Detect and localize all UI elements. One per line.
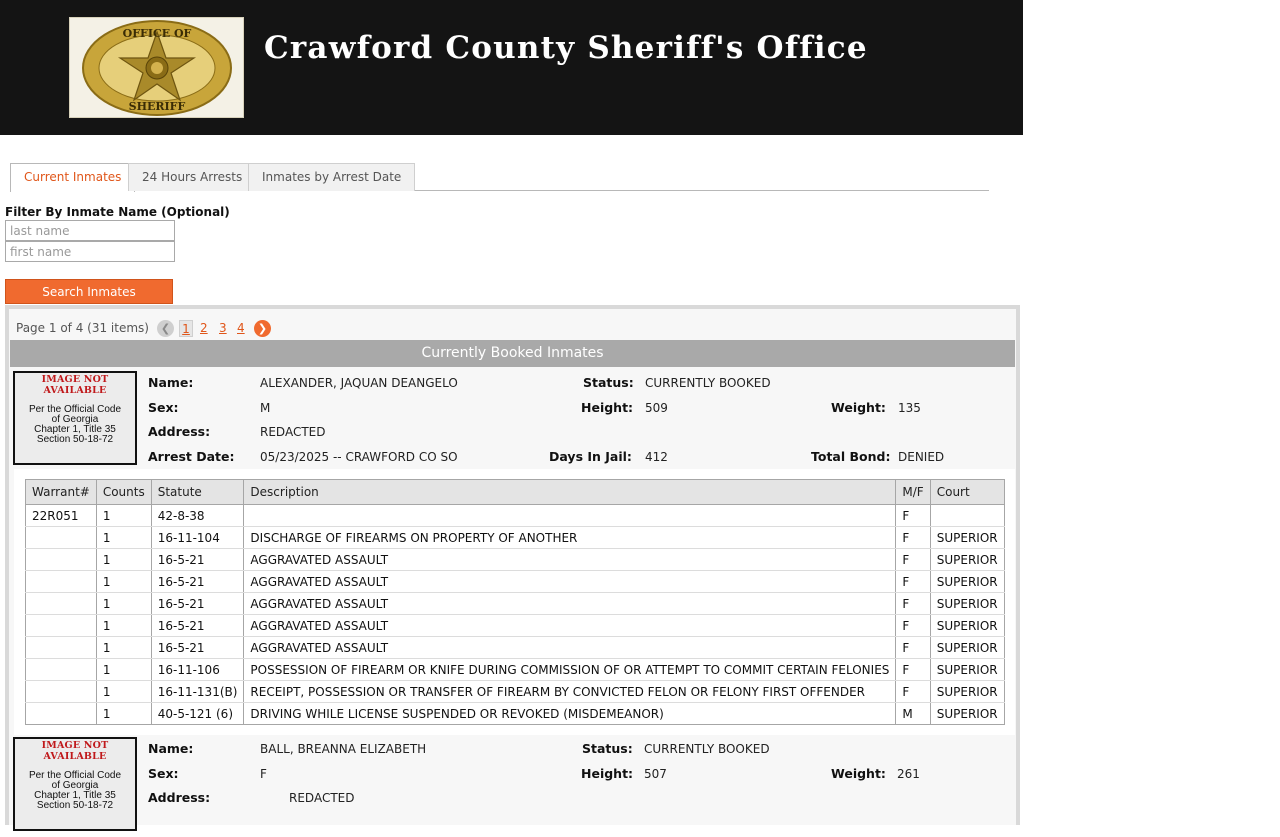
statute-cell: 40-5-121 (6) bbox=[151, 703, 244, 725]
col-description: Description bbox=[244, 480, 896, 505]
page-link-2[interactable]: 2 bbox=[200, 321, 208, 335]
page-link-1[interactable]: 1 bbox=[179, 320, 193, 337]
court-cell: SUPERIOR bbox=[930, 703, 1004, 725]
table-row bbox=[26, 549, 1005, 571]
statute-cell: 16-5-21 bbox=[151, 549, 244, 571]
mf-cell: F bbox=[896, 615, 930, 637]
counts-cell: 1 bbox=[96, 527, 151, 549]
counts-cell: 1 bbox=[96, 637, 151, 659]
table-row bbox=[26, 637, 1005, 659]
warrant-cell bbox=[26, 593, 97, 615]
court-cell bbox=[930, 505, 1004, 527]
sex-label: Sex: bbox=[148, 400, 179, 415]
height-label: Height: bbox=[581, 766, 634, 781]
inmate-address: REDACTED bbox=[289, 791, 355, 805]
col-court: Court bbox=[930, 480, 1004, 505]
mf-cell: F bbox=[896, 549, 930, 571]
counts-cell: 1 bbox=[96, 703, 151, 725]
site-title: Crawford County Sheriff's Office bbox=[264, 30, 868, 66]
description-cell: AGGRAVATED ASSAULT bbox=[244, 549, 896, 571]
counts-cell: 1 bbox=[96, 505, 151, 527]
sex-label: Sex: bbox=[148, 766, 179, 781]
description-cell: DISCHARGE OF FIREARMS ON PROPERTY OF ANOTHER bbox=[244, 527, 896, 549]
col-counts: Counts bbox=[96, 480, 151, 505]
site-header bbox=[0, 0, 1023, 135]
last-name-input[interactable] bbox=[5, 220, 175, 241]
photo-law-text: Per the Official Code of Georgia Chapter 1, Title 35 Section 50-18-72 bbox=[28, 770, 122, 811]
court-cell: SUPERIOR bbox=[930, 637, 1004, 659]
name-label: Name: bbox=[148, 741, 194, 756]
height-label: Height: bbox=[581, 400, 634, 415]
address-label: Address: bbox=[148, 790, 211, 805]
description-cell: RECEIPT, POSSESSION OR TRANSFER OF FIREARM BY CONVICTED FELON OR FELONY FIRST OFFENDER bbox=[244, 681, 896, 703]
prev-page-icon[interactable]: ❮ bbox=[157, 320, 174, 337]
seal-top-text: OFFICE OF bbox=[122, 27, 192, 40]
table-row bbox=[26, 527, 1005, 549]
inmate-photo-placeholder bbox=[13, 737, 137, 831]
table-row bbox=[26, 659, 1005, 681]
total-bond-label: Total Bond: bbox=[811, 449, 891, 464]
filter-label: Filter By Inmate Name (Optional) bbox=[5, 205, 230, 219]
charges-table bbox=[25, 479, 1005, 725]
statute-cell: 16-5-21 bbox=[151, 615, 244, 637]
warrant-cell bbox=[26, 615, 97, 637]
table-row bbox=[26, 571, 1005, 593]
court-cell: SUPERIOR bbox=[930, 527, 1004, 549]
weight-label: Weight: bbox=[831, 400, 886, 415]
description-cell bbox=[244, 505, 896, 527]
inmate-height: 507 bbox=[644, 767, 667, 781]
sheriff-seal-logo bbox=[69, 17, 244, 118]
mf-cell: M bbox=[896, 703, 930, 725]
table-row bbox=[26, 703, 1005, 725]
description-cell: AGGRAVATED ASSAULT bbox=[244, 615, 896, 637]
statute-cell: 16-11-106 bbox=[151, 659, 244, 681]
warrant-cell bbox=[26, 527, 97, 549]
inmate-weight: 261 bbox=[897, 767, 920, 781]
description-cell: POSSESSION OF FIREARM OR KNIFE DURING COMMISSION OF OR ATTEMPT TO COMMIT CERTAIN FELONIES bbox=[244, 659, 896, 681]
counts-cell: 1 bbox=[96, 571, 151, 593]
mf-cell: F bbox=[896, 637, 930, 659]
inmate-sex: M bbox=[260, 401, 271, 415]
mf-cell: F bbox=[896, 659, 930, 681]
first-name-input[interactable] bbox=[5, 241, 175, 262]
photo-unavailable-text: IMAGE NOT AVAILABLE bbox=[41, 740, 109, 762]
pager-info: Page 1 of 4 (31 items) bbox=[16, 321, 149, 335]
photo-law-text: Per the Official Code of Georgia Chapter 1, Title 35 Section 50-18-72 bbox=[28, 404, 122, 445]
counts-cell: 1 bbox=[96, 659, 151, 681]
statute-cell: 42-8-38 bbox=[151, 505, 244, 527]
court-cell: SUPERIOR bbox=[930, 571, 1004, 593]
mf-cell: F bbox=[896, 527, 930, 549]
inmate-weight: 135 bbox=[898, 401, 921, 415]
statute-cell: 16-5-21 bbox=[151, 637, 244, 659]
page-link-3[interactable]: 3 bbox=[219, 321, 227, 335]
table-row bbox=[26, 615, 1005, 637]
warrant-cell bbox=[26, 703, 97, 725]
inmate-name: ALEXANDER, JAQUAN DEANGELO bbox=[260, 376, 458, 390]
inmate-status: CURRENTLY BOOKED bbox=[644, 742, 770, 756]
counts-cell: 1 bbox=[96, 593, 151, 615]
section-title: Currently Booked Inmates bbox=[10, 340, 1015, 367]
status-label: Status: bbox=[582, 741, 633, 756]
mf-cell: F bbox=[896, 571, 930, 593]
statute-cell: 16-5-21 bbox=[151, 593, 244, 615]
tab-inmates-by-arrest-date[interactable]: Inmates by Arrest Date bbox=[248, 163, 415, 191]
mf-cell: F bbox=[896, 505, 930, 527]
name-label: Name: bbox=[148, 375, 194, 390]
table-row bbox=[26, 681, 1005, 703]
charges-header-row bbox=[26, 480, 1005, 505]
inmate-sex: F bbox=[260, 767, 267, 781]
table-row bbox=[26, 505, 1005, 527]
inmate-address: REDACTED bbox=[260, 425, 326, 439]
counts-cell: 1 bbox=[96, 549, 151, 571]
description-cell: AGGRAVATED ASSAULT bbox=[244, 637, 896, 659]
tab-strip bbox=[10, 163, 989, 191]
weight-label: Weight: bbox=[831, 766, 886, 781]
description-cell: AGGRAVATED ASSAULT bbox=[244, 593, 896, 615]
court-cell: SUPERIOR bbox=[930, 681, 1004, 703]
court-cell: SUPERIOR bbox=[930, 549, 1004, 571]
inmate-arrest-date: 05/23/2025 -- CRAWFORD CO SO bbox=[260, 450, 458, 464]
address-label: Address: bbox=[148, 424, 211, 439]
mf-cell: F bbox=[896, 681, 930, 703]
description-cell: AGGRAVATED ASSAULT bbox=[244, 571, 896, 593]
court-cell: SUPERIOR bbox=[930, 659, 1004, 681]
description-cell: DRIVING WHILE LICENSE SUSPENDED OR REVOKED (MISDEMEANOR) bbox=[244, 703, 896, 725]
warrant-cell: 22R051 bbox=[26, 505, 97, 527]
col-statute: Statute bbox=[151, 480, 244, 505]
col-mf: M/F bbox=[896, 480, 930, 505]
counts-cell: 1 bbox=[96, 681, 151, 703]
inmate-days-in-jail: 412 bbox=[645, 450, 668, 464]
inmate-photo-placeholder bbox=[13, 371, 137, 465]
inmate-name: BALL, BREANNA ELIZABETH bbox=[260, 742, 427, 756]
tab-current-inmates[interactable]: Current Inmates bbox=[10, 163, 135, 192]
warrant-cell bbox=[26, 549, 97, 571]
arrest-date-label: Arrest Date: bbox=[148, 449, 235, 464]
mf-cell: F bbox=[896, 593, 930, 615]
inmate-status: CURRENTLY BOOKED bbox=[645, 376, 771, 390]
status-label: Status: bbox=[583, 375, 634, 390]
court-cell: SUPERIOR bbox=[930, 593, 1004, 615]
counts-cell: 1 bbox=[96, 615, 151, 637]
inmate-grid bbox=[5, 305, 1020, 825]
page-link-4[interactable]: 4 bbox=[237, 321, 245, 335]
days-in-jail-label: Days In Jail: bbox=[549, 449, 632, 464]
court-cell: SUPERIOR bbox=[930, 615, 1004, 637]
next-page-icon[interactable]: ❯ bbox=[254, 320, 271, 337]
statute-cell: 16-11-131(B) bbox=[151, 681, 244, 703]
pager bbox=[16, 318, 616, 338]
warrant-cell bbox=[26, 637, 97, 659]
search-inmates-button[interactable]: Search Inmates bbox=[5, 279, 173, 304]
col-warrant: Warrant# bbox=[26, 480, 97, 505]
seal-bottom-text: SHERIFF bbox=[128, 100, 186, 113]
inmate-record bbox=[9, 737, 1016, 837]
photo-unavailable-text: IMAGE NOT AVAILABLE bbox=[41, 374, 109, 396]
warrant-cell bbox=[26, 659, 97, 681]
inmate-record bbox=[9, 371, 1016, 735]
inmate-total-bond: DENIED bbox=[898, 450, 945, 464]
inmate-height: 509 bbox=[645, 401, 668, 415]
statute-cell: 16-11-104 bbox=[151, 527, 244, 549]
tab-24-hours-arrests[interactable]: 24 Hours Arrests bbox=[128, 163, 256, 191]
table-row bbox=[26, 593, 1005, 615]
warrant-cell bbox=[26, 571, 97, 593]
statute-cell: 16-5-21 bbox=[151, 571, 244, 593]
warrant-cell bbox=[26, 681, 97, 703]
